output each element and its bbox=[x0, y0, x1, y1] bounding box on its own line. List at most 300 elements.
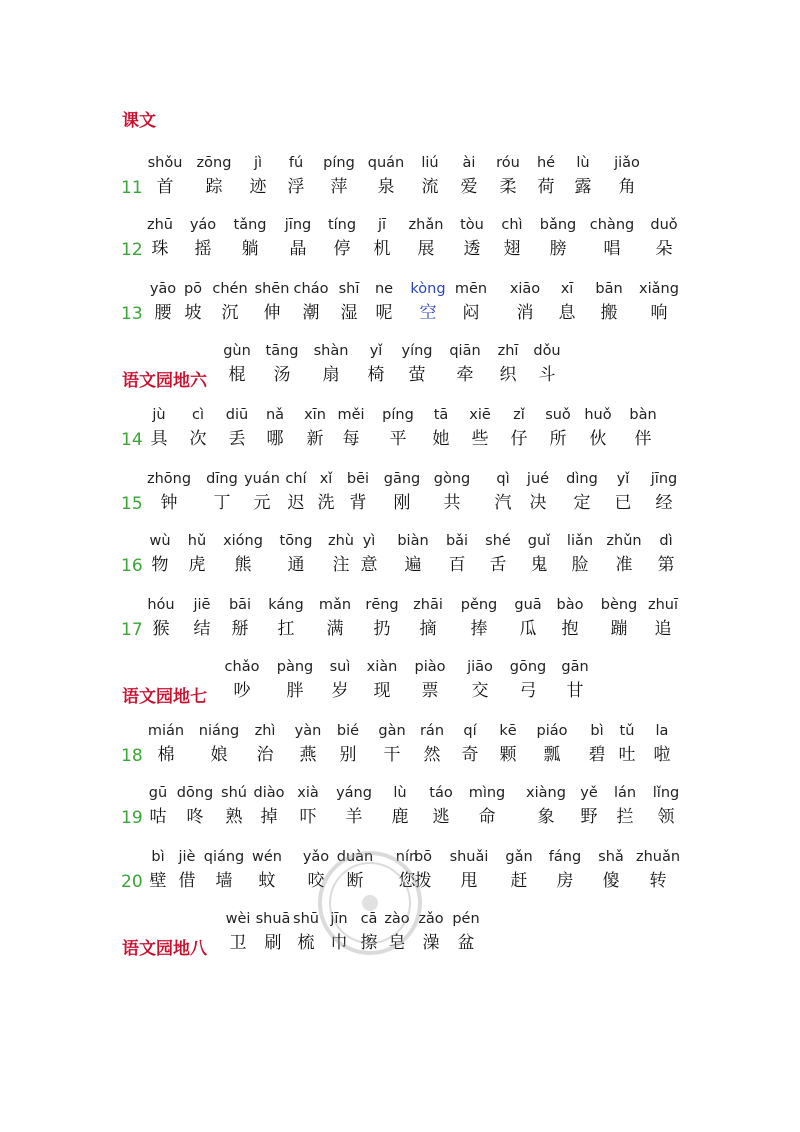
hanzi: 断 bbox=[346, 871, 364, 891]
hanzi: 瓜 bbox=[519, 619, 537, 639]
hanzi: 搬 bbox=[600, 303, 618, 323]
pinyin: jīn bbox=[330, 911, 348, 927]
hanzi: 棍 bbox=[228, 365, 246, 385]
hanzi: 踪 bbox=[205, 177, 223, 197]
lesson-number: 15 bbox=[121, 494, 143, 514]
hanzi: 呢 bbox=[375, 303, 393, 323]
hanzi: 荷 bbox=[537, 177, 555, 197]
pinyin: pàng bbox=[276, 659, 314, 675]
hanzi: 朵 bbox=[655, 239, 673, 259]
pinyin: xīn bbox=[304, 407, 326, 423]
pinyin: lù bbox=[393, 785, 407, 801]
char-cell bbox=[634, 468, 694, 516]
pinyin: yáng bbox=[336, 785, 372, 801]
pinyin: liǎn bbox=[566, 533, 594, 549]
hanzi: 汽 bbox=[494, 493, 512, 513]
hanzi: 燕 bbox=[299, 745, 317, 765]
pinyin: gāng bbox=[383, 471, 421, 487]
pinyin: káng bbox=[268, 597, 304, 613]
hanzi: 湿 bbox=[340, 303, 358, 323]
hanzi: 奇 bbox=[461, 745, 479, 765]
pinyin: wèi bbox=[225, 911, 251, 927]
pinyin: qí bbox=[463, 723, 477, 739]
pinyin: bō bbox=[413, 849, 433, 865]
hanzi: 晶 bbox=[289, 239, 307, 259]
char-cell bbox=[136, 720, 196, 768]
hanzi: 迹 bbox=[249, 177, 267, 197]
pinyin: shǎ bbox=[598, 849, 624, 865]
entry-row bbox=[0, 720, 800, 776]
pinyin: zhǎn bbox=[408, 217, 444, 233]
pinyin: piáo bbox=[536, 723, 568, 739]
hanzi: 咬 bbox=[307, 871, 325, 891]
pinyin: bié bbox=[336, 723, 360, 739]
lesson-number: 16 bbox=[121, 556, 143, 576]
pinyin: duǒ bbox=[650, 217, 678, 233]
pinyin: cì bbox=[191, 407, 204, 423]
pinyin: qiáng bbox=[203, 849, 245, 865]
hanzi: 坡 bbox=[184, 303, 202, 323]
hanzi: 傻 bbox=[602, 871, 620, 891]
hanzi: 哪 bbox=[266, 429, 284, 449]
pinyin: mǎn bbox=[318, 597, 352, 613]
hanzi: 壁 bbox=[149, 871, 167, 891]
pinyin: yāo bbox=[149, 281, 177, 297]
pinyin: bèng bbox=[600, 597, 638, 613]
pinyin: cā bbox=[360, 911, 378, 927]
hanzi: 扇 bbox=[322, 365, 340, 385]
hanzi: 遍 bbox=[404, 555, 422, 575]
hanzi: 吓 bbox=[299, 807, 317, 827]
pinyin: bàn bbox=[629, 407, 657, 423]
pinyin: quán bbox=[367, 155, 405, 171]
pinyin: huǒ bbox=[584, 407, 612, 423]
hanzi: 拦 bbox=[616, 807, 634, 827]
pinyin: pō bbox=[183, 281, 203, 297]
hanzi: 背 bbox=[349, 493, 367, 513]
pinyin: tā bbox=[433, 407, 449, 423]
hanzi: 吵 bbox=[233, 681, 251, 701]
pinyin: lǐng bbox=[652, 785, 680, 801]
pinyin: róu bbox=[496, 155, 520, 171]
hanzi: 准 bbox=[615, 555, 633, 575]
pinyin: shū bbox=[293, 911, 319, 927]
entry-row bbox=[0, 530, 800, 586]
hanzi: 咚 bbox=[186, 807, 204, 827]
hanzi: 沉 bbox=[221, 303, 239, 323]
char-cell bbox=[517, 340, 577, 388]
hanzi: 梳 bbox=[297, 933, 315, 953]
hanzi: 娘 bbox=[210, 745, 228, 765]
char-cell bbox=[212, 656, 272, 704]
hanzi: 熊 bbox=[234, 555, 252, 575]
hanzi: 蹦 bbox=[610, 619, 628, 639]
char-cell bbox=[436, 908, 496, 956]
pinyin: mián bbox=[147, 723, 185, 739]
pinyin: bì bbox=[151, 849, 165, 865]
pinyin: guǐ bbox=[527, 533, 551, 549]
hanzi: 脸 bbox=[571, 555, 589, 575]
hanzi: 然 bbox=[423, 745, 441, 765]
pinyin: yǐ bbox=[369, 343, 383, 359]
hanzi: 您 bbox=[398, 871, 416, 891]
lesson-number: 14 bbox=[121, 430, 143, 450]
hanzi: 汤 bbox=[273, 365, 291, 385]
hanzi: 碧 bbox=[588, 745, 606, 765]
char-cell bbox=[636, 782, 696, 830]
pinyin: shuǎi bbox=[449, 849, 489, 865]
pinyin: táo bbox=[429, 785, 453, 801]
hanzi: 萍 bbox=[330, 177, 348, 197]
pinyin: xià bbox=[297, 785, 319, 801]
char-cell bbox=[633, 594, 693, 642]
hanzi: 满 bbox=[326, 619, 344, 639]
pinyin: jīng bbox=[284, 217, 312, 233]
pinyin: jiè bbox=[178, 849, 196, 865]
pinyin: niáng bbox=[198, 723, 240, 739]
pinyin: shī bbox=[338, 281, 360, 297]
pinyin: xiāo bbox=[509, 281, 541, 297]
hanzi: 平 bbox=[389, 429, 407, 449]
pinyin: yàn bbox=[294, 723, 322, 739]
hanzi: 伴 bbox=[634, 429, 652, 449]
pinyin: shǒu bbox=[147, 155, 183, 171]
hanzi: 伸 bbox=[263, 303, 281, 323]
hanzi: 别 bbox=[339, 745, 357, 765]
pinyin: zhū bbox=[147, 217, 173, 233]
pinyin: shú bbox=[221, 785, 247, 801]
pinyin: bāi bbox=[228, 597, 252, 613]
pinyin: qì bbox=[496, 471, 510, 487]
hanzi: 象 bbox=[537, 807, 555, 827]
hanzi: 猴 bbox=[152, 619, 170, 639]
pinyin: pén bbox=[452, 911, 480, 927]
pinyin: tǎng bbox=[233, 217, 267, 233]
pinyin: gǎn bbox=[505, 849, 533, 865]
pinyin: měi bbox=[337, 407, 365, 423]
pinyin: xiǎng bbox=[639, 281, 679, 297]
pinyin: dīng bbox=[206, 471, 238, 487]
hanzi: 摘 bbox=[419, 619, 437, 639]
pinyin: yě bbox=[580, 785, 598, 801]
hanzi: 巾 bbox=[330, 933, 348, 953]
hanzi: 她 bbox=[432, 429, 450, 449]
hanzi: 羊 bbox=[345, 807, 363, 827]
pinyin: ài bbox=[462, 155, 476, 171]
pinyin: gàn bbox=[378, 723, 406, 739]
pinyin: jù bbox=[152, 407, 166, 423]
pinyin: zōng bbox=[196, 155, 232, 171]
char-cell bbox=[629, 278, 689, 326]
pinyin: shuā bbox=[255, 911, 291, 927]
hanzi: 钟 bbox=[160, 493, 178, 513]
pinyin: hǔ bbox=[187, 533, 207, 549]
pinyin: jué bbox=[526, 471, 550, 487]
pinyin: jiāo bbox=[467, 659, 493, 675]
hanzi: 房 bbox=[556, 871, 574, 891]
hanzi: 转 bbox=[649, 871, 667, 891]
hanzi: 物 bbox=[151, 555, 169, 575]
pinyin: bǎng bbox=[539, 217, 577, 233]
pinyin: bǎi bbox=[445, 533, 469, 549]
pinyin: gū bbox=[148, 785, 168, 801]
hanzi: 咕 bbox=[149, 807, 167, 827]
pinyin: gān bbox=[561, 659, 589, 675]
entry-row bbox=[0, 782, 800, 838]
pinyin: wù bbox=[149, 533, 171, 549]
hanzi: 斗 bbox=[538, 365, 556, 385]
pinyin: chàng bbox=[589, 217, 635, 233]
pinyin: jì bbox=[253, 155, 263, 171]
pinyin: nǎ bbox=[265, 407, 285, 423]
pinyin: zhī bbox=[497, 343, 519, 359]
hanzi: 卫 bbox=[229, 933, 247, 953]
hanzi: 定 bbox=[573, 493, 591, 513]
pinyin: pěng bbox=[460, 597, 498, 613]
pinyin: jiǎo bbox=[614, 155, 640, 171]
hanzi: 闷 bbox=[462, 303, 480, 323]
hanzi: 爱 bbox=[460, 177, 478, 197]
hanzi: 弓 bbox=[519, 681, 537, 701]
char-cell bbox=[582, 214, 642, 262]
pinyin: xiàng bbox=[526, 785, 566, 801]
pinyin: chén bbox=[212, 281, 248, 297]
pinyin: fáng bbox=[548, 849, 582, 865]
lesson-number: 11 bbox=[121, 178, 143, 198]
pinyin: yǎo bbox=[302, 849, 330, 865]
hanzi: 伙 bbox=[589, 429, 607, 449]
pinyin: zào bbox=[384, 911, 410, 927]
entry-row bbox=[0, 468, 800, 524]
hanzi: 响 bbox=[650, 303, 668, 323]
pinyin: gōng bbox=[509, 659, 547, 675]
hanzi: 胖 bbox=[286, 681, 304, 701]
pinyin: zhuǎn bbox=[635, 849, 681, 865]
hanzi: 蚊 bbox=[258, 871, 276, 891]
hanzi: 珠 bbox=[151, 239, 169, 259]
pinyin: zhōng bbox=[146, 471, 192, 487]
pinyin: yíng bbox=[401, 343, 433, 359]
pinyin: yáo bbox=[189, 217, 217, 233]
hanzi: 停 bbox=[333, 239, 351, 259]
char-cell bbox=[213, 530, 273, 578]
hanzi: 现 bbox=[373, 681, 391, 701]
pinyin: rán bbox=[419, 723, 445, 739]
hanzi: 抱 bbox=[561, 619, 579, 639]
hanzi: 熟 bbox=[225, 807, 243, 827]
hanzi: 所 bbox=[549, 429, 567, 449]
entry-row bbox=[0, 152, 800, 208]
hanzi: 首 bbox=[156, 177, 174, 197]
hanzi: 流 bbox=[421, 177, 439, 197]
pinyin: ne bbox=[374, 281, 394, 297]
pinyin: xiàn bbox=[366, 659, 398, 675]
hanzi: 息 bbox=[558, 303, 576, 323]
hanzi: 织 bbox=[499, 365, 517, 385]
hanzi: 澡 bbox=[422, 933, 440, 953]
pinyin: jīng bbox=[650, 471, 678, 487]
hanzi: 空 bbox=[419, 303, 437, 323]
char-cell bbox=[613, 404, 673, 452]
pinyin: shēn bbox=[254, 281, 290, 297]
pinyin: fú bbox=[288, 155, 304, 171]
hanzi: 刷 bbox=[264, 933, 282, 953]
pinyin: lù bbox=[576, 155, 590, 171]
pinyin: gòng bbox=[433, 471, 471, 487]
pinyin: nín bbox=[395, 849, 419, 865]
pinyin: zhāi bbox=[413, 597, 443, 613]
pinyin: zǐ bbox=[513, 407, 525, 423]
lesson-number: 19 bbox=[121, 808, 143, 828]
hanzi: 掉 bbox=[260, 807, 278, 827]
pinyin: shàn bbox=[313, 343, 349, 359]
pinyin: dōng bbox=[176, 785, 214, 801]
pinyin: guā bbox=[514, 597, 542, 613]
hanzi: 擦 bbox=[360, 933, 378, 953]
pinyin: diū bbox=[225, 407, 249, 423]
pinyin: zǎo bbox=[418, 911, 444, 927]
pinyin: xióng bbox=[223, 533, 263, 549]
pinyin: tòu bbox=[460, 217, 484, 233]
hanzi: 仔 bbox=[510, 429, 528, 449]
hanzi: 牵 bbox=[456, 365, 474, 385]
pinyin: xī bbox=[560, 281, 574, 297]
hanzi: 吐 bbox=[618, 745, 636, 765]
hanzi: 意 bbox=[360, 555, 378, 575]
pinyin: hé bbox=[536, 155, 556, 171]
pinyin: diào bbox=[253, 785, 285, 801]
pinyin: qiān bbox=[449, 343, 481, 359]
pinyin: chì bbox=[501, 217, 523, 233]
hanzi: 刚 bbox=[393, 493, 411, 513]
hanzi: 唱 bbox=[603, 239, 621, 259]
hanzi: 迟 bbox=[287, 493, 305, 513]
hanzi: 经 bbox=[655, 493, 673, 513]
hanzi: 虎 bbox=[188, 555, 206, 575]
pinyin: zhì bbox=[254, 723, 276, 739]
hanzi: 借 bbox=[178, 871, 196, 891]
pinyin: hóu bbox=[147, 597, 175, 613]
pinyin: tōng bbox=[279, 533, 313, 549]
pinyin: dìng bbox=[566, 471, 598, 487]
hanzi: 甩 bbox=[460, 871, 478, 891]
pinyin: gùn bbox=[223, 343, 251, 359]
entry-row bbox=[0, 340, 800, 396]
char-cell bbox=[545, 656, 605, 704]
hanzi: 泉 bbox=[377, 177, 395, 197]
hanzi: 拨 bbox=[414, 871, 432, 891]
char-cell bbox=[441, 278, 501, 326]
pinyin: suì bbox=[329, 659, 351, 675]
pinyin: bān bbox=[595, 281, 623, 297]
pinyin: bào bbox=[556, 597, 584, 613]
pinyin: dǒu bbox=[533, 343, 561, 359]
hanzi: 干 bbox=[383, 745, 401, 765]
entry-row bbox=[0, 594, 800, 650]
hanzi: 浮 bbox=[287, 177, 305, 197]
hanzi: 膀 bbox=[549, 239, 567, 259]
pinyin: jiē bbox=[193, 597, 211, 613]
entry-row bbox=[0, 214, 800, 270]
pinyin: zhuī bbox=[647, 597, 679, 613]
hanzi: 墙 bbox=[215, 871, 233, 891]
entry-row bbox=[0, 278, 800, 334]
hanzi: 萤 bbox=[408, 365, 426, 385]
hanzi: 交 bbox=[471, 681, 489, 701]
hanzi: 第 bbox=[657, 555, 675, 575]
entry-row bbox=[0, 404, 800, 460]
pinyin: zhù bbox=[328, 533, 354, 549]
pinyin: chǎo bbox=[224, 659, 260, 675]
hanzi: 机 bbox=[373, 239, 391, 259]
lesson-number: 12 bbox=[121, 240, 143, 260]
hanzi: 柔 bbox=[499, 177, 517, 197]
char-cell bbox=[528, 214, 588, 262]
hanzi: 颗 bbox=[499, 745, 517, 765]
pinyin: piào bbox=[414, 659, 446, 675]
pinyin: xǐ bbox=[319, 471, 333, 487]
lesson-number: 13 bbox=[121, 304, 143, 324]
hanzi: 扛 bbox=[277, 619, 295, 639]
hanzi: 展 bbox=[417, 239, 435, 259]
pinyin: la bbox=[655, 723, 669, 739]
section-label: 语文园地六 bbox=[122, 371, 207, 391]
hanzi: 捧 bbox=[470, 619, 488, 639]
pinyin: mìng bbox=[468, 785, 506, 801]
lesson-number: 18 bbox=[121, 746, 143, 766]
hanzi: 共 bbox=[443, 493, 461, 513]
pinyin: píng bbox=[382, 407, 414, 423]
hanzi: 已 bbox=[614, 493, 632, 513]
char-cell bbox=[597, 152, 657, 200]
char-cell bbox=[632, 720, 692, 768]
pinyin: bì bbox=[590, 723, 604, 739]
char-cell bbox=[628, 846, 688, 894]
hanzi: 次 bbox=[189, 429, 207, 449]
char-cell bbox=[139, 468, 199, 516]
pinyin: tǔ bbox=[619, 723, 635, 739]
hanzi: 决 bbox=[529, 493, 547, 513]
hanzi: 鹿 bbox=[391, 807, 409, 827]
hanzi: 每 bbox=[342, 429, 360, 449]
section-label: 语文园地八 bbox=[122, 939, 207, 959]
hanzi: 盆 bbox=[457, 933, 475, 953]
hanzi: 舌 bbox=[489, 555, 507, 575]
hanzi: 躺 bbox=[241, 239, 259, 259]
pinyin: rēng bbox=[365, 597, 399, 613]
pinyin: kē bbox=[499, 723, 517, 739]
char-cell bbox=[634, 214, 694, 262]
pinyin: yì bbox=[362, 533, 376, 549]
hanzi: 瓢 bbox=[543, 745, 561, 765]
hanzi: 腰 bbox=[154, 303, 172, 323]
section-title: 课文 bbox=[122, 111, 156, 131]
hanzi: 摇 bbox=[194, 239, 212, 259]
hanzi: 逃 bbox=[432, 807, 450, 827]
pinyin: chí bbox=[285, 471, 307, 487]
pinyin: biàn bbox=[397, 533, 429, 549]
hanzi: 野 bbox=[580, 807, 598, 827]
pinyin: tíng bbox=[327, 217, 357, 233]
pinyin: píng bbox=[323, 155, 355, 171]
hanzi: 丁 bbox=[213, 493, 231, 513]
hanzi: 百 bbox=[448, 555, 466, 575]
char-cell bbox=[636, 530, 696, 578]
hanzi: 甘 bbox=[566, 681, 584, 701]
hanzi: 些 bbox=[471, 429, 489, 449]
hanzi: 掰 bbox=[231, 619, 249, 639]
pinyin: shé bbox=[485, 533, 511, 549]
